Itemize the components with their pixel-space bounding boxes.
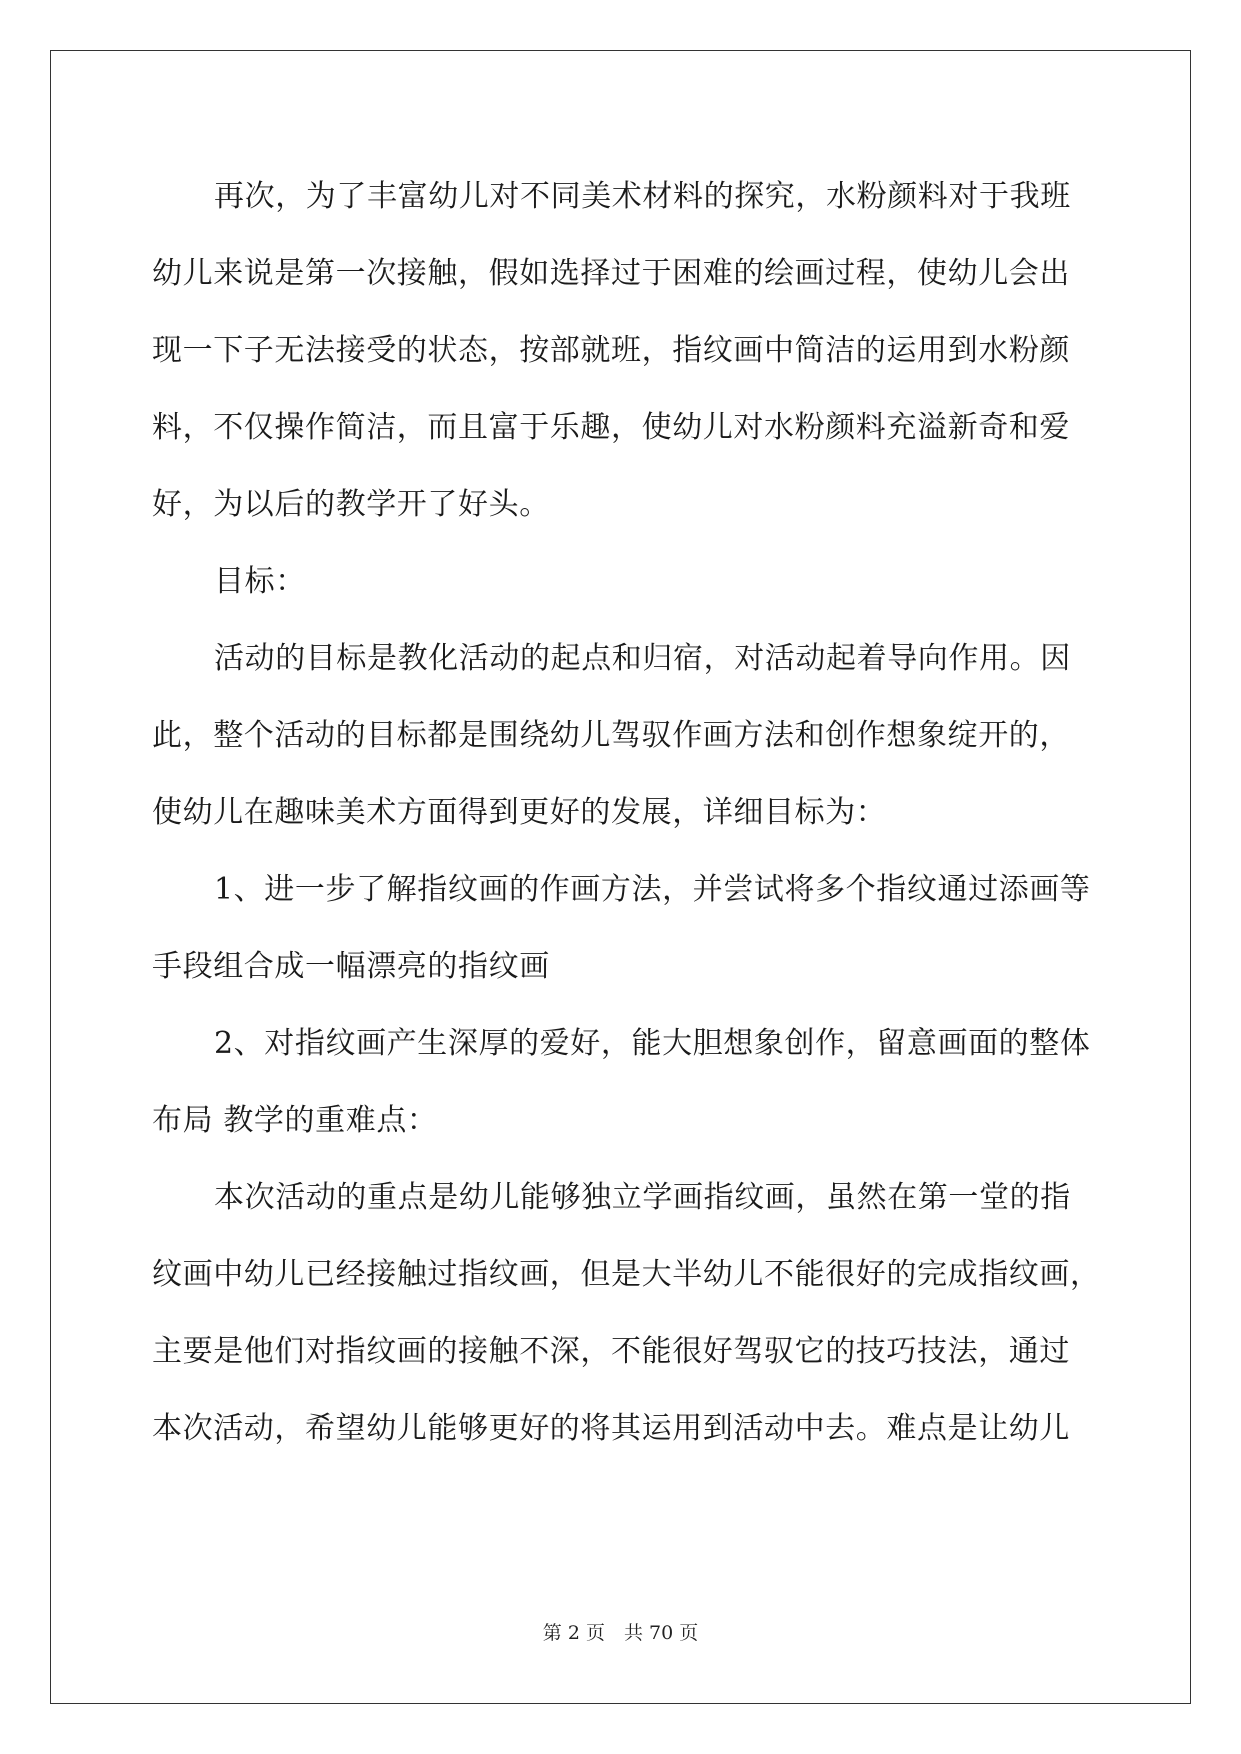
paragraph-line: 本次活动的重点是幼儿能够独立学画指纹画，虽然在第一堂的指 — [214, 1180, 1071, 1215]
paragraph-line: 此，整个活动的目标都是围绕幼儿驾驭作画方法和创作想象绽开的， — [152, 718, 1070, 753]
document-body — [152, 158, 1101, 1467]
list-item-line: 2、对指纹画产生深厚的爱好，能大胆想象创作，留意画面的整体 — [214, 1026, 1091, 1061]
paragraph-line: 纹画中幼儿已经接触过指纹画，但是大半幼儿不能很好的完成指纹画， — [152, 1257, 1101, 1292]
list-item-line: 1、进一步了解指纹画的作画方法，并尝试将多个指纹通过添画等 — [214, 872, 1091, 907]
paragraph-line: 本次活动，希望幼儿能够更好的将其运用到活动中去。难点是让幼儿 — [152, 1411, 1070, 1446]
paragraph-line: 再次，为了丰富幼儿对不同美术材料的探究，水粉颜料对于我班 — [214, 179, 1071, 214]
list-item-line: 手段组合成一幅漂亮的指纹画 — [152, 949, 550, 984]
paragraph-line: 活动的目标是教化活动的起点和归宿，对活动起着导向作用。因 — [214, 641, 1071, 676]
paragraph-line: 幼儿来说是第一次接触，假如选择过于困难的绘画过程，使幼儿会出 — [152, 256, 1070, 291]
paragraph-line: 使幼儿在趣味美术方面得到更好的发展，详细目标为： — [152, 795, 887, 830]
section-heading: 目标： — [214, 564, 306, 599]
list-item-line: 布局 教学的重难点： — [152, 1103, 438, 1138]
paragraph-line: 料，不仅操作简洁，而且富于乐趣，使幼儿对水粉颜料充溢新奇和爱 — [152, 410, 1070, 445]
paragraph-line: 好，为以后的教学开了好头。 — [152, 487, 550, 522]
paragraph-line: 现一下子无法接受的状态，按部就班，指纹画中简洁的运用到水粉颜 — [152, 333, 1070, 368]
page-number-footer: 第 2 页 共 70 页 — [542, 1622, 699, 1644]
paragraph-line: 主要是他们对指纹画的接触不深，不能很好驾驭它的技巧技法，通过 — [152, 1334, 1070, 1369]
